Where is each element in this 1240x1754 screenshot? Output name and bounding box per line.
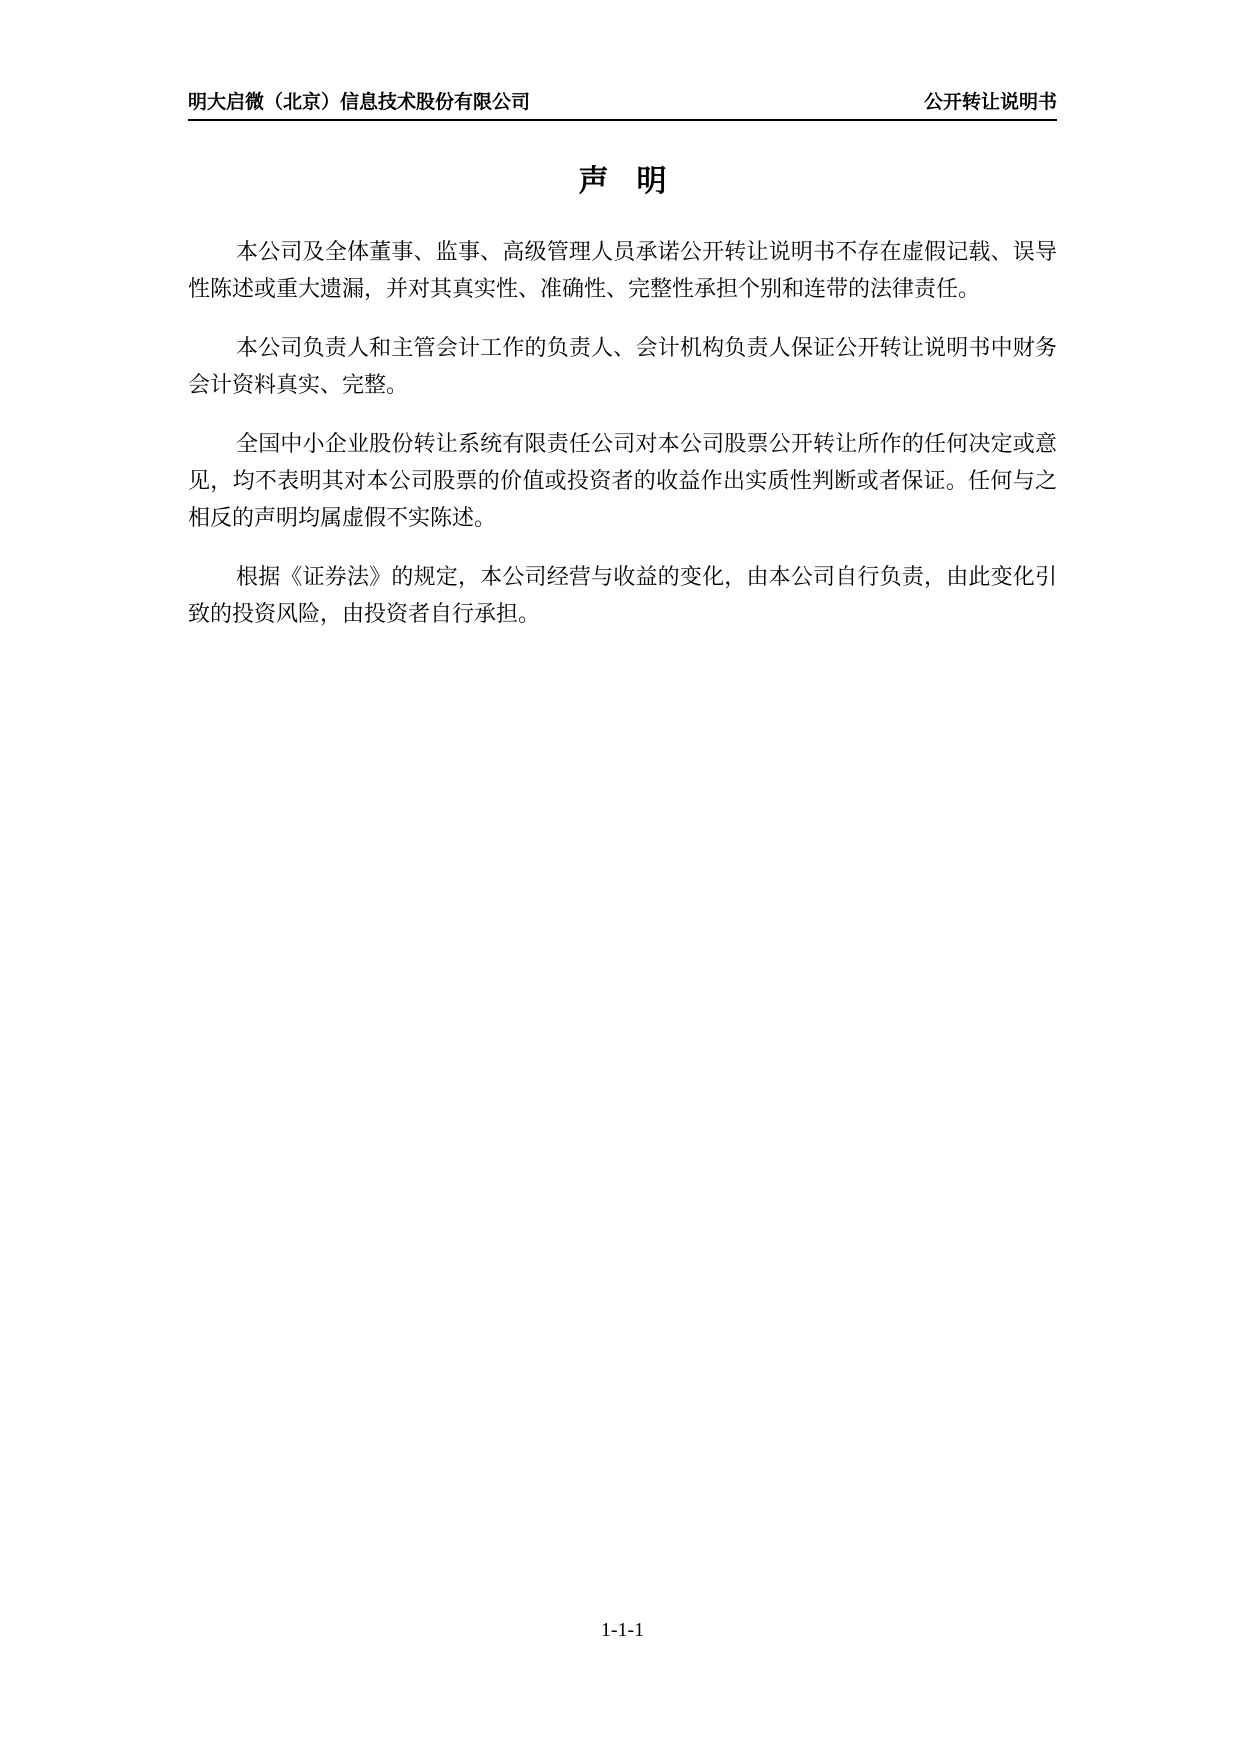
paragraph-4: 根据《证券法》的规定，本公司经营与收益的变化，由本公司自行负责，由此变化引致的投资风险，由投资者自行承担。 bbox=[188, 565, 1057, 627]
paragraph-3: 全国中小企业股份转让系统有限责任公司对本公司股票公开转让所作的任何决定或意见，均不表明其对本公司股票的价值或投资者的收益作出实质性判断或者保证。任何与之相反的声明均属虚假不实陈述。 bbox=[188, 432, 1057, 531]
page-title: 声明 bbox=[578, 164, 695, 199]
page-header bbox=[188, 88, 1057, 118]
declaration-body bbox=[188, 234, 1057, 655]
header-divider bbox=[188, 119, 1057, 121]
page-number: 1-1-1 bbox=[600, 1619, 645, 1641]
header-document-type: 公开转让说明书 bbox=[923, 91, 1057, 113]
paragraph-2: 本公司负责人和主管会计工作的负责人、会计机构负责人保证公开转让说明书中财务会计资料真实、完整。 bbox=[188, 336, 1057, 398]
header-company-name: 明大启微（北京）信息技术股份有限公司 bbox=[188, 91, 531, 113]
paragraph-1: 本公司及全体董事、监事、高级管理人员承诺公开转让说明书不存在虚假记载、误导性陈述或重大遗漏，并对其真实性、准确性、完整性承担个别和连带的法律责任。 bbox=[188, 240, 1057, 302]
